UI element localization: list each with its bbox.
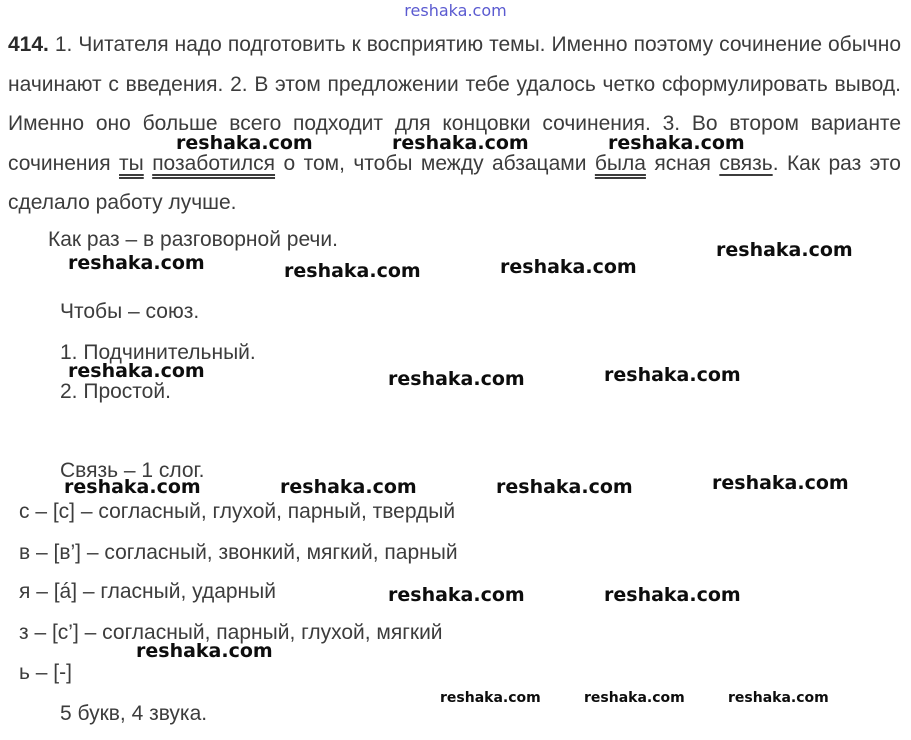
site-watermark-top: reshaka.com: [404, 1, 507, 20]
watermark: reshaka.com: [608, 132, 745, 154]
watermark: reshaka.com: [388, 368, 525, 390]
watermark: reshaka.com: [280, 476, 417, 498]
watermark: reshaka.com: [392, 132, 529, 154]
note-chtoby: Чтобы – союз.: [60, 300, 200, 323]
predicate-pozabotilsya: позаботился: [152, 151, 276, 175]
phonetic-row-soft-sign: ь – [-]: [19, 661, 72, 684]
watermark: reshaka.com: [68, 252, 205, 274]
watermark: reshaka.com: [604, 584, 741, 606]
subject-svyaz: связь: [719, 151, 773, 175]
watermark: reshaka.com: [176, 132, 313, 154]
phonetic-row-ya: я – [á] – гласный, ударный: [19, 580, 276, 603]
phonetic-title: Связь – 1 слог.: [60, 459, 205, 482]
exercise-paragraph: 414. 1. Читателя надо подготовить к восприятию темы. Именно поэтому сочинение обычно начинают с введения. 2. В этом предложении тебе удалось четко сформулировать вывод. Именно оно больше всего подходит для концовки сочинения. 3. Во втором варианте сочинения ты позаботился о том, чтобы между абзацами была ясная связь. Как раз это сделало работу лучше.: [8, 33, 901, 214]
watermark: reshaka.com: [64, 476, 201, 498]
watermark: reshaka.com: [604, 364, 741, 386]
watermark: reshaka.com: [440, 690, 541, 706]
watermark: reshaka.com: [136, 640, 273, 662]
watermark: reshaka.com: [496, 476, 633, 498]
note-kak-raz: Как раз – в разговорной речи.: [48, 228, 338, 251]
phonetic-summary: 5 букв, 4 звука.: [60, 702, 208, 725]
phonetic-row-v: в – [в’] – согласный, звонкий, мягкий, парный: [19, 541, 458, 564]
watermark: reshaka.com: [68, 360, 205, 382]
subject-ty: ты: [119, 151, 144, 175]
answer-text-1: 1. Читателя надо подготовить к восприятию темы. Именно поэтому сочинение обычно начинают с введения. 2. В этом предложении тебе удалось четко сформулировать вывод. Именно оно больше всего подходит для концовки сочинения. 3. Во втором варианте сочинения: [8, 33, 901, 175]
note-point-1: 1. Подчинительный.: [60, 341, 256, 364]
phonetic-row-z: з – [с’] – согласный, парный, глухой, мягкий: [19, 621, 443, 644]
watermark: reshaka.com: [388, 584, 525, 606]
phonetic-row-s: с – [с] – согласный, глухой, парный, твердый: [19, 500, 456, 523]
watermark: reshaka.com: [584, 690, 685, 706]
watermark: reshaka.com: [716, 239, 853, 261]
answer-text-3: . Как раз это сделало работу лучше.: [8, 151, 901, 214]
answer-text-2: о том, чтобы между абзацами: [275, 151, 595, 175]
exercise-number: 414.: [8, 33, 49, 56]
watermark: reshaka.com: [500, 256, 637, 278]
note-point-2: 2. Простой.: [60, 380, 171, 403]
watermark: reshaka.com: [712, 472, 849, 494]
predicate-byla: была: [594, 151, 646, 175]
watermark: reshaka.com: [728, 690, 829, 706]
watermark: reshaka.com: [284, 260, 421, 282]
